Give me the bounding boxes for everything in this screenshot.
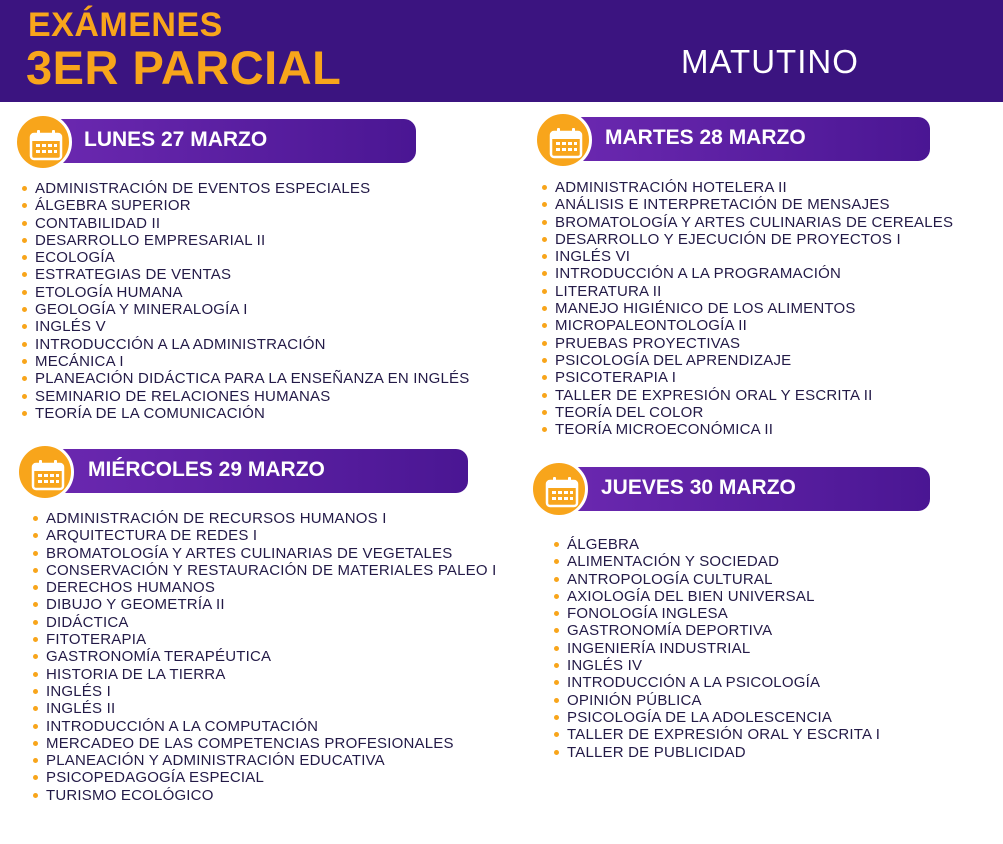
subject-item: GASTRONOMÍA DEPORTIVA [554,622,880,639]
day-label-wednesday: MIÉRCOLES 29 MARZO [88,458,325,481]
subject-item: PLANEACIÓN Y ADMINISTRACIÓN EDUCATIVA [33,752,496,769]
day-label-thursday: JUEVES 30 MARZO [601,476,796,499]
subject-item: DESARROLLO EMPRESARIAL II [22,232,469,249]
header-bar [0,0,1003,102]
subject-item: GEOLOGÍA Y MINERALOGÍA I [22,301,469,318]
subject-item: TEORÍA MICROECONÓMICA II [542,421,953,438]
shift-label: MATUTINO [681,43,859,80]
subject-item: DERECHOS HUMANOS [33,579,496,596]
subject-item: INGLÉS VI [542,248,953,265]
subject-item: TALLER DE EXPRESIÓN ORAL Y ESCRITA II [542,387,953,404]
subject-list-tuesday [542,179,953,438]
subject-item: INTRODUCCIÓN A LA PSICOLOGÍA [554,674,880,691]
subject-item: DESARROLLO Y EJECUCIÓN DE PROYECTOS I [542,231,953,248]
subject-item: TEORÍA DEL COLOR [542,404,953,421]
subject-item: INGLÉS V [22,318,469,335]
calendar-icon [530,460,588,518]
day-banner-wednesday [50,449,468,493]
subject-item: ADMINISTRACIÓN HOTELERA II [542,179,953,196]
subject-item: ALIMENTACIÓN Y SOCIEDAD [554,553,880,570]
subject-item: MERCADEO DE LAS COMPETENCIAS PROFESIONALES [33,735,496,752]
calendar-icon [534,111,592,169]
subject-item: ETOLOGÍA HUMANA [22,284,469,301]
subject-item: ESTRATEGIAS DE VENTAS [22,266,469,283]
day-banner-monday [50,119,416,163]
subject-item: INTRODUCCIÓN A LA COMPUTACIÓN [33,718,496,735]
subject-item: TALLER DE EXPRESIÓN ORAL Y ESCRITA I [554,726,880,743]
subject-item: INGLÉS I [33,683,496,700]
subject-item: HISTORIA DE LA TIERRA [33,666,496,683]
subject-item: ÁLGEBRA SUPERIOR [22,197,469,214]
subject-item: DIDÁCTICA [33,614,496,631]
subject-list-wednesday [33,510,496,804]
subject-item: DIBUJO Y GEOMETRÍA II [33,596,496,613]
subject-item: PSICOLOGÍA DE LA ADOLESCENCIA [554,709,880,726]
subject-item: INGLÉS II [33,700,496,717]
subject-list-thursday [554,536,880,761]
subject-item: PSICOPEDAGOGÍA ESPECIAL [33,769,496,786]
subject-item: ECOLOGÍA [22,249,469,266]
subject-item: INGLÉS IV [554,657,880,674]
day-banner-thursday [566,467,930,511]
subject-item: AXIOLOGÍA DEL BIEN UNIVERSAL [554,588,880,605]
subject-item: INTRODUCCIÓN A LA PROGRAMACIÓN [542,265,953,282]
subject-item: TURISMO ECOLÓGICO [33,787,496,804]
calendar-icon [16,443,74,501]
subject-item: MECÁNICA I [22,353,469,370]
subject-item: BROMATOLOGÍA Y ARTES CULINARIAS DE CEREALES [542,214,953,231]
subject-item: PLANEACIÓN DIDÁCTICA PARA LA ENSEÑANZA EN INGLÉS [22,370,469,387]
subject-item: INGENIERÍA INDUSTRIAL [554,640,880,657]
day-label-monday: LUNES 27 MARZO [84,128,268,151]
subject-item: PSICOLOGÍA DEL APRENDIZAJE [542,352,953,369]
title-line-1: EXÁMENES [28,6,223,44]
subject-item: ANTROPOLOGÍA CULTURAL [554,571,880,588]
subject-list-monday [22,180,469,422]
subject-item: ADMINISTRACIÓN DE RECURSOS HUMANOS I [33,510,496,527]
subject-item: OPINIÓN PÚBLICA [554,692,880,709]
subject-item: BROMATOLOGÍA Y ARTES CULINARIAS DE VEGETALES [33,545,496,562]
subject-item: ARQUITECTURA DE REDES I [33,527,496,544]
subject-item: ANÁLISIS E INTERPRETACIÓN DE MENSAJES [542,196,953,213]
subject-item: LITERATURA II [542,283,953,300]
subject-item: PRUEBAS PROYECTIVAS [542,335,953,352]
subject-item: CONSERVACIÓN Y RESTAURACIÓN DE MATERIALES PALEO I [33,562,496,579]
day-label-tuesday: MARTES 28 MARZO [605,126,806,149]
subject-item: CONTABILIDAD II [22,215,469,232]
subject-item: TEORÍA DE LA COMUNICACIÓN [22,405,469,422]
subject-item: MANEJO HIGIÉNICO DE LOS ALIMENTOS [542,300,953,317]
subject-item: INTRODUCCIÓN A LA ADMINISTRACIÓN [22,336,469,353]
subject-item: FITOTERAPIA [33,631,496,648]
subject-item: GASTRONOMÍA TERAPÉUTICA [33,648,496,665]
subject-item: ÁLGEBRA [554,536,880,553]
subject-item: MICROPALEONTOLOGÍA II [542,317,953,334]
subject-item: FONOLOGÍA INGLESA [554,605,880,622]
day-banner-tuesday [570,117,930,161]
calendar-icon [14,113,72,171]
subject-item: ADMINISTRACIÓN DE EVENTOS ESPECIALES [22,180,469,197]
subject-item: SEMINARIO DE RELACIONES HUMANAS [22,388,469,405]
subject-item: PSICOTERAPIA I [542,369,953,386]
subject-item: TALLER DE PUBLICIDAD [554,744,880,761]
title-line-2: 3ER PARCIAL [26,41,342,94]
